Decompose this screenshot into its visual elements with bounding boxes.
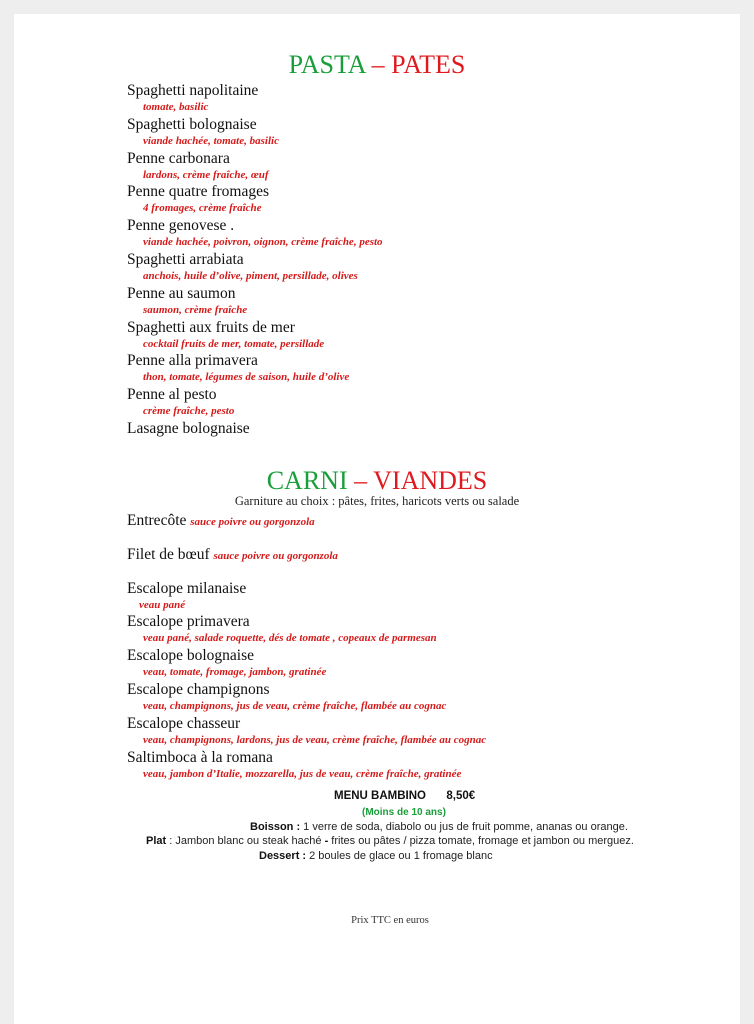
pasta-item-name-text: Penne alla primavera xyxy=(127,352,258,370)
pasta-item-name xyxy=(127,352,258,370)
carni-item-name-text: Entrecôte xyxy=(127,512,187,529)
bambino-boisson-line xyxy=(250,820,628,834)
carni-item-name-text: Escalope primavera xyxy=(127,613,250,631)
carni-title-sep: – xyxy=(347,466,374,495)
pasta-item-desc: lardons, crème fraîche, œuf xyxy=(143,168,269,181)
pasta-item-name-text: Penne al pesto xyxy=(127,386,217,404)
carni-item-inline-desc: sauce poivre ou gorgonzola xyxy=(213,549,338,562)
plat-label: Plat xyxy=(146,835,167,847)
pasta-item-name xyxy=(127,420,250,438)
pasta-item-desc: cocktail fruits de mer, tomate, persillade xyxy=(143,337,325,350)
bambino-subtitle: (Moins de 10 ans) xyxy=(362,807,446,818)
carni-item-name xyxy=(127,580,246,598)
pasta-item-name xyxy=(127,116,257,134)
dessert-text: 2 boules de glace ou 1 fromage blanc xyxy=(306,850,493,862)
carni-item-name xyxy=(127,749,273,767)
pasta-item-desc: saumon, crème fraîche xyxy=(143,303,248,316)
carni-item-name xyxy=(127,613,250,631)
carni-item-name-text: Escalope chasseur xyxy=(127,714,241,732)
carni-item-desc: veau pané, salade roquette, dés de tomate , copeaux de parmesan xyxy=(143,632,437,645)
bambino-plat-line xyxy=(146,834,634,848)
bambino-dessert-line xyxy=(259,849,493,863)
plat-text-2: frites ou pâtes / pizza tomate, fromage et jambon ou merguez. xyxy=(328,835,634,847)
pasta-item-desc: thon, tomate, légumes de saison, huile d’olive xyxy=(143,371,350,384)
pasta-item-name xyxy=(127,386,217,404)
boisson-label: Boisson : xyxy=(250,821,301,833)
pasta-item-name-text: Penne genovese . xyxy=(127,217,235,235)
carni-item-name-text: Filet de bœuf xyxy=(127,545,210,563)
carni-item-name xyxy=(127,715,240,733)
pasta-item-desc: viande hachée, poivron, oignon, crème fraîche, pesto xyxy=(143,236,383,249)
bambino-price: 8,50€ xyxy=(446,790,476,802)
plat-text: : Jambon blanc ou steak haché xyxy=(166,835,325,847)
carni-item-name-text: Escalope milanaise xyxy=(127,579,247,597)
pasta-item-name-text: Spaghetti aux fruits de mer xyxy=(127,318,295,336)
pasta-title-left: PASTA xyxy=(288,50,366,79)
pasta-item-name xyxy=(127,82,258,100)
carni-item-desc: veau, jambon d’Italie, mozzarella, jus de veau, crème fraîche, gratinée xyxy=(143,767,462,780)
carni-item-name xyxy=(127,681,269,699)
carni-item-name xyxy=(127,546,338,565)
pasta-item-name xyxy=(127,319,295,337)
carni-item-name xyxy=(127,512,315,531)
carni-item-desc: veau, champignons, jus de veau, crème fraîche, flambée au cognac xyxy=(143,700,447,712)
pasta-item-name xyxy=(127,285,235,303)
pasta-item-name-text: Penne carbonara xyxy=(127,149,230,167)
carni-item-desc: veau, champignons, lardons, jus de veau, crème fraîche, flambée au cognac xyxy=(143,733,487,746)
carni-section-title xyxy=(14,466,740,496)
bambino-title-text: MENU BAMBINO xyxy=(334,790,426,802)
carni-item-inline-desc: sauce poivre ou gorgonzola xyxy=(190,516,315,528)
carni-item-desc: veau, tomate, fromage, jambon, gratinée xyxy=(143,666,327,679)
pasta-title-sep: – xyxy=(365,50,392,79)
pasta-item-name xyxy=(127,150,230,168)
plat-dash: - xyxy=(324,835,329,847)
pasta-item-desc: anchois, huile d’olive, piment, persillade, olives xyxy=(143,270,358,282)
pasta-item-name-text: Penne quatre fromages xyxy=(127,183,270,201)
boisson-text: 1 verre de soda, diabolo ou jus de fruit pomme, ananas ou orange. xyxy=(300,821,628,833)
carni-item-name-text: Escalope champignons xyxy=(127,681,270,698)
pasta-title-right: PATES xyxy=(391,50,466,79)
pasta-item-name-text: Spaghetti arrabiata xyxy=(127,251,244,268)
pasta-item-name-text: Spaghetti bolognaise xyxy=(127,115,257,133)
pasta-item-name-text: Lasagne bolognaise xyxy=(127,420,250,437)
dessert-label: Dessert : xyxy=(259,850,307,862)
pasta-item-desc: crème fraîche, pesto xyxy=(143,405,235,418)
bambino-title xyxy=(334,789,475,803)
carni-item-name xyxy=(127,647,254,665)
carni-title-left: CARNI xyxy=(266,466,348,495)
carni-title-right: VIANDES xyxy=(373,466,488,495)
pasta-item-name xyxy=(127,251,244,269)
pasta-item-desc: viande hachée, tomate, basilic xyxy=(143,134,279,147)
pasta-item-name xyxy=(127,217,234,235)
pasta-item-name xyxy=(127,183,269,201)
price-footer: Prix TTC en euros xyxy=(351,915,429,926)
pasta-item-desc: tomate, basilic xyxy=(143,101,209,113)
pasta-section-title xyxy=(14,50,740,80)
pasta-item-name-text: Spaghetti napolitaine xyxy=(127,82,259,99)
carni-item-name-text: Saltimboca à la romana xyxy=(127,748,273,766)
carni-item-desc: veau pané xyxy=(139,598,186,611)
carni-item-name-text: Escalope bolognaise xyxy=(127,647,254,665)
pasta-item-desc: 4 fromages, crème fraîche xyxy=(143,202,262,215)
menu-page xyxy=(14,14,740,1024)
garniture-note: Garniture au choix : pâtes, frites, haricots verts ou salade xyxy=(234,494,520,508)
pasta-item-name-text: Penne au saumon xyxy=(127,284,236,302)
